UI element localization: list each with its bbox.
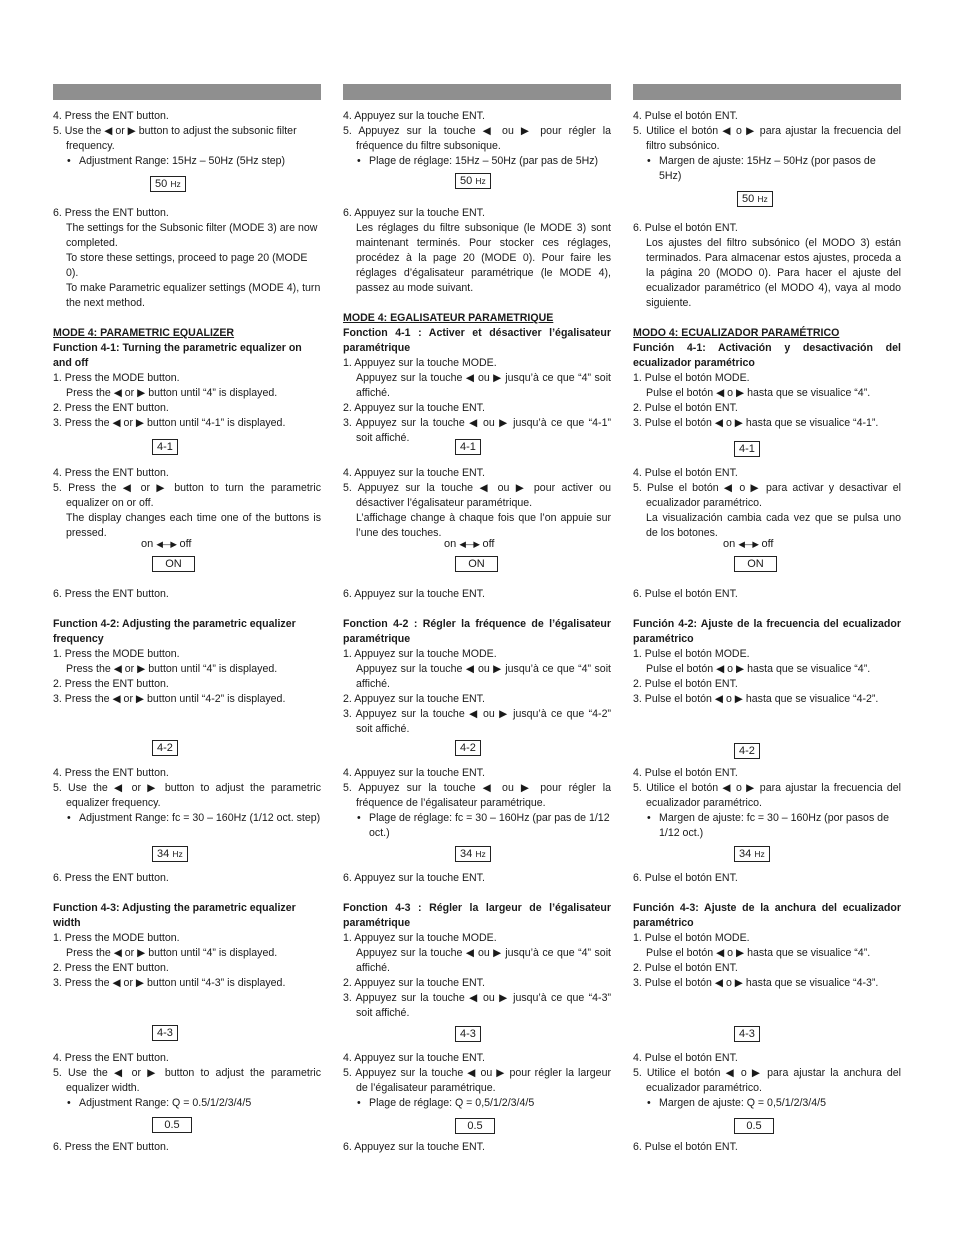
function-title: Function 4-1: Turning the parametric equalizer on and off bbox=[53, 342, 302, 369]
onoff-display-es bbox=[633, 538, 901, 574]
note: To store these settings, proceed to page 20 (MODE 0). bbox=[66, 252, 308, 279]
step: 3. Pulse el botón ◀ o ▶ hasta que se visualice “4-1”. bbox=[633, 417, 879, 429]
display-box: 50 Hz bbox=[737, 191, 773, 207]
step: 3. Appuyez sur la touche ◀ ou ▶ jusqu’à ce que “4-3” soit affiché. bbox=[343, 992, 611, 1019]
step: 1. Pulse el botón MODE. bbox=[633, 372, 750, 384]
step: 2. Press the ENT button. bbox=[53, 678, 169, 690]
step: 5. Use the ◀ or ▶ button to adjust the parametric equalizer frequency. bbox=[53, 782, 321, 809]
section-title: MODO 4: ECUALIZADOR PARAMÉTRICO bbox=[633, 327, 840, 339]
step: 6. Appuyez sur la touche ENT. bbox=[343, 872, 485, 884]
adjustment-range: • Plage de réglage: fc = 30 – 160Hz (par pas de 1/12 oct.) bbox=[343, 811, 611, 841]
f43-spanish bbox=[633, 871, 901, 991]
adjustment-range: • Adjustment Range: fc = 30 – 160Hz (1/12 oct. step) bbox=[53, 811, 321, 826]
step-detail: Appuyez sur la touche ◀ ou ▶ jusqu’à ce que “4” soit affiché. bbox=[356, 947, 611, 974]
display-width: 0.5 bbox=[734, 1118, 774, 1134]
step: 3. Appuyez sur la touche ◀ ou ▶ jusqu’à ce que “4-2” soit affiché. bbox=[343, 708, 611, 735]
display-box: 4-1 bbox=[734, 441, 760, 457]
step: 5. Press the ◀ or ▶ button to turn the parametric equalizer on or off. bbox=[53, 482, 321, 509]
step: 1. Press the MODE button. bbox=[53, 648, 180, 660]
note: The settings for the Subsonic filter (MODE 3) are now completed. bbox=[66, 222, 318, 249]
step: 4. Appuyez sur la touche ENT. bbox=[343, 110, 485, 122]
step: 2. Pulse el botón ENT. bbox=[633, 962, 738, 974]
step: 6. Pulse el botón ENT. bbox=[633, 588, 738, 600]
step: 6. Pulse el botón ENT. bbox=[633, 222, 738, 234]
f42b-french bbox=[343, 766, 611, 841]
step: 6. Pulse el botón ENT. bbox=[633, 1141, 738, 1153]
display-subsonic bbox=[633, 184, 901, 221]
step: 1. Pulse el botón MODE. bbox=[633, 648, 750, 660]
column-english bbox=[53, 84, 321, 431]
header-bar bbox=[343, 84, 611, 100]
step: 1. Press the MODE button. bbox=[53, 932, 180, 944]
display-4-1 bbox=[633, 438, 901, 466]
display-4-2: 4-2 bbox=[152, 740, 178, 756]
display-width: 0.5 bbox=[455, 1118, 495, 1134]
step: 4. Press the ENT button. bbox=[53, 767, 169, 779]
display-box: 50 Hz bbox=[150, 176, 186, 192]
function-title: Fonction 4-1 : Activer et désactiver l’égalisateur paramétrique bbox=[343, 327, 611, 354]
display-subsonic bbox=[343, 169, 611, 206]
onoff-label: on ◀—▶ off bbox=[444, 538, 495, 550]
display-frequency: 34 Hz bbox=[455, 846, 491, 862]
step: 6. Pulse el botón ENT. bbox=[633, 872, 738, 884]
display-4-3: 4-3 bbox=[152, 1025, 178, 1041]
step-detail: Press the ◀ or ▶ button until “4” is displayed. bbox=[66, 663, 278, 675]
step: 2. Press the ENT button. bbox=[53, 962, 169, 974]
f43b-english bbox=[53, 1051, 321, 1111]
step: 3. Pulse el botón ◀ o ▶ hasta que se visualice “4-2”. bbox=[633, 693, 879, 705]
adjustment-range: • Margen de ajuste: Q = 0,5/1/2/3/4/5 bbox=[633, 1096, 901, 1111]
display-box: ON bbox=[734, 556, 777, 572]
step: 5. Appuyez sur la touche ◀ ou ▶ pour régler la fréquence du filtre subsonique. bbox=[343, 125, 611, 152]
display-width: 0.5 bbox=[152, 1117, 192, 1133]
f42-english bbox=[53, 587, 321, 707]
note: To make Parametric equalizer settings (MODE 4), turn the next method. bbox=[66, 282, 321, 309]
column-spanish-lower bbox=[633, 438, 901, 541]
step: 5. Appuyez sur la touche ◀ ou ▶ pour activer ou désactiver l’égalisateur paramétrique. bbox=[343, 482, 611, 509]
display-box: ON bbox=[152, 556, 195, 572]
display-4-3: 4-3 bbox=[455, 1026, 481, 1042]
column-spanish bbox=[633, 84, 901, 431]
step: 2. Appuyez sur la touche ENT. bbox=[343, 402, 485, 414]
step: 5. Utilice el botón ◀ o ▶ para ajustar la anchura del ecualizador paramétrico. bbox=[633, 1067, 901, 1094]
function-title: Function 4-2: Adjusting the parametric equalizer frequency bbox=[53, 618, 296, 645]
onoff-label: on ◀—▶ off bbox=[141, 538, 192, 550]
step: 4. Appuyez sur la touche ENT. bbox=[343, 467, 485, 479]
f42b-english bbox=[53, 766, 321, 826]
f43-french bbox=[343, 871, 611, 1021]
function-title: Fonction 4-3 : Régler la largeur de l’égalisateur paramétrique bbox=[343, 902, 611, 929]
display-box: ON bbox=[455, 556, 498, 572]
step: 1. Appuyez sur la touche MODE. bbox=[343, 932, 497, 944]
step: 4. Press the ENT button. bbox=[53, 1052, 169, 1064]
display-4-1 bbox=[343, 438, 611, 466]
step: 2. Appuyez sur la touche ENT. bbox=[343, 977, 485, 989]
step: 2. Pulse el botón ENT. bbox=[633, 678, 738, 690]
step: 4. Appuyez sur la touche ENT. bbox=[343, 767, 485, 779]
function-title: Función 4-3: Ajuste de la anchura del ecualizador paramétrico bbox=[633, 902, 901, 929]
display-box: 4-1 bbox=[152, 439, 178, 455]
note: Los ajustes del filtro subsónico (el MODO 3) están terminados. Para almacenar estos ajustes, proceda a la página 20 (MODO 0). Para hacer el ajuste del ecualizador paramétrico (el MODO 4), vaya al modo siguiente. bbox=[646, 237, 901, 309]
step: 5. Appuyez sur la touche ◀ ou ▶ pour régler la fréquence de l’égalisateur paramétrique. bbox=[343, 782, 611, 809]
function-title: Fonction 4-2 : Régler la fréquence de l’égalisateur paramétrique bbox=[343, 618, 611, 645]
display-box: 50 Hz bbox=[455, 173, 491, 189]
step: 3. Pulse el botón ◀ o ▶ hasta que se visualice “4-3”. bbox=[633, 977, 879, 989]
step: 6. Press the ENT button. bbox=[53, 872, 169, 884]
step: 1. Appuyez sur la touche MODE. bbox=[343, 648, 497, 660]
adjustment-range: • Adjustment Range: Q = 0.5/1/2/3/4/5 bbox=[53, 1096, 321, 1111]
step: 4. Appuyez sur la touche ENT. bbox=[343, 1052, 485, 1064]
display-4-1 bbox=[53, 438, 321, 466]
step: 6. Appuyez sur la touche ENT. bbox=[343, 207, 485, 219]
step: 4. Press the ENT button. bbox=[53, 467, 169, 479]
step: 4. Press the ENT button. bbox=[53, 110, 169, 122]
section-title: MODE 4: EGALISATEUR PARAMETRIQUE bbox=[343, 312, 554, 324]
function-title: Function 4-3: Adjusting the parametric equalizer width bbox=[53, 902, 296, 929]
step: 4. Pulse el botón ENT. bbox=[633, 110, 738, 122]
step: 4. Pulse el botón ENT. bbox=[633, 1052, 738, 1064]
display-subsonic bbox=[53, 169, 321, 206]
adjustment-range: • Plage de réglage: Q = 0,5/1/2/3/4/5 bbox=[343, 1096, 611, 1111]
note: Les réglages du filtre subsonique (le MODE 3) sont maintenant terminés. Pour stocker ces réglages, procédez à la page 20 (MODE 0). Pour faire les réglages d’égalisateur paramétrique (le MODE 4), passez au mode suivant. bbox=[356, 222, 611, 294]
f42-spanish bbox=[633, 587, 901, 707]
step: 6. Appuyez sur la touche ENT. bbox=[343, 588, 485, 600]
step: 3. Press the ◀ or ▶ button until “4-1” is displayed. bbox=[53, 417, 286, 429]
step: 5. Utilice el botón ◀ o ▶ para ajustar la frecuencia del ecualizador paramétrico. bbox=[633, 782, 901, 809]
step: 3. Press the ◀ or ▶ button until “4-3” is displayed. bbox=[53, 977, 286, 989]
step-detail: Press the ◀ or ▶ button until “4” is displayed. bbox=[66, 387, 278, 399]
step: 1. Pulse el botón MODE. bbox=[633, 932, 750, 944]
display-4-2: 4-2 bbox=[455, 740, 481, 756]
adjustment-range: • Adjustment Range: 15Hz – 50Hz (5Hz step) bbox=[53, 154, 321, 169]
step: 2. Press the ENT button. bbox=[53, 402, 169, 414]
note: The display changes each time one of the buttons is pressed. bbox=[66, 512, 321, 539]
step: 6. Press the ENT button. bbox=[53, 207, 169, 219]
step: 2. Pulse el botón ENT. bbox=[633, 402, 738, 414]
display-frequency: 34 Hz bbox=[734, 846, 770, 862]
adjustment-range: • Margen de ajuste: fc = 30 – 160Hz (por pasos de 1/12 oct.) bbox=[633, 811, 901, 841]
step: 3. Appuyez sur la touche ◀ ou ▶ jusqu’à ce que “4-1” soit affiché. bbox=[343, 417, 611, 444]
display-4-3: 4-3 bbox=[734, 1026, 760, 1042]
adjustment-range: • Plage de réglage: 15Hz – 50Hz (par pas de 5Hz) bbox=[343, 154, 611, 169]
step: 5. Utilice el botón ◀ o ▶ para ajustar la frecuencia del filtro subsónico. bbox=[633, 125, 901, 152]
step: 4. Pulse el botón ENT. bbox=[633, 767, 738, 779]
display-4-2: 4-2 bbox=[734, 743, 760, 759]
display-box: 4-1 bbox=[455, 439, 481, 455]
header-bar bbox=[53, 84, 321, 100]
step: 3. Press the ◀ or ▶ button until “4-2” is displayed. bbox=[53, 693, 286, 705]
f42-french bbox=[343, 587, 611, 737]
step: 6. Appuyez sur la touche ENT. bbox=[343, 1141, 485, 1153]
step-detail: Pulse el botón ◀ o ▶ hasta que se visualice “4”. bbox=[646, 947, 871, 959]
column-french bbox=[343, 84, 611, 446]
onoff-label: on ◀—▶ off bbox=[723, 538, 774, 550]
step: 5. Pulse el botón ◀ o ▶ para activar y desactivar el ecualizador paramétrico. bbox=[633, 482, 901, 509]
function-title: Función 4-2: Ajuste de la frecuencia del ecualizador paramétrico bbox=[633, 618, 901, 645]
step-detail: Appuyez sur la touche ◀ ou ▶ jusqu’à ce que “4” soit affiché. bbox=[356, 663, 611, 690]
header-bar bbox=[633, 84, 901, 100]
step: 2. Appuyez sur la touche ENT. bbox=[343, 693, 485, 705]
onoff-display-fr bbox=[343, 538, 611, 574]
step: 4. Pulse el botón ENT. bbox=[633, 467, 738, 479]
f43-english bbox=[53, 871, 321, 991]
note: L’affichage change à chaque fois que l’on appuie sur l’une des touches. bbox=[356, 512, 611, 539]
column-english-lower bbox=[53, 438, 321, 541]
step-detail: Appuyez sur la touche ◀ ou ▶ jusqu’à ce que “4” soit affiché. bbox=[356, 372, 611, 399]
step: 5. Use the ◀ or ▶ button to adjust the subsonic filter frequency. bbox=[53, 125, 297, 152]
adjustment-range: • Margen de ajuste: 15Hz – 50Hz (por pasos de 5Hz) bbox=[633, 154, 901, 184]
section-title: MODE 4: PARAMETRIC EQUALIZER bbox=[53, 327, 235, 339]
function-title: Función 4-1: Activación y desactivación del ecualizador paramétrico bbox=[633, 342, 901, 369]
step: 5. Appuyez sur la touche ◀ ou ▶ pour régler la largeur de l’égalisateur paramétrique. bbox=[343, 1067, 611, 1094]
step-detail: Pulse el botón ◀ o ▶ hasta que se visualice “4”. bbox=[646, 663, 871, 675]
f43b-spanish bbox=[633, 1051, 901, 1111]
f43b-french bbox=[343, 1051, 611, 1111]
display-frequency: 34 Hz bbox=[152, 846, 188, 862]
onoff-display-en bbox=[53, 538, 321, 574]
step: 1. Appuyez sur la touche MODE. bbox=[343, 357, 497, 369]
step: 6. Press the ENT button. bbox=[53, 1141, 169, 1153]
note: La visualización cambia cada vez que se pulsa uno de los botones. bbox=[646, 512, 901, 539]
step: 1. Press the MODE button. bbox=[53, 372, 180, 384]
step: 5. Use the ◀ or ▶ button to adjust the parametric equalizer width. bbox=[53, 1067, 321, 1094]
step-detail: Pulse el botón ◀ o ▶ hasta que se visualice “4”. bbox=[646, 387, 871, 399]
column-french-lower bbox=[343, 438, 611, 541]
step-detail: Press the ◀ or ▶ button until “4” is displayed. bbox=[66, 947, 278, 959]
step: 6. Press the ENT button. bbox=[53, 588, 169, 600]
f42b-spanish bbox=[633, 766, 901, 841]
